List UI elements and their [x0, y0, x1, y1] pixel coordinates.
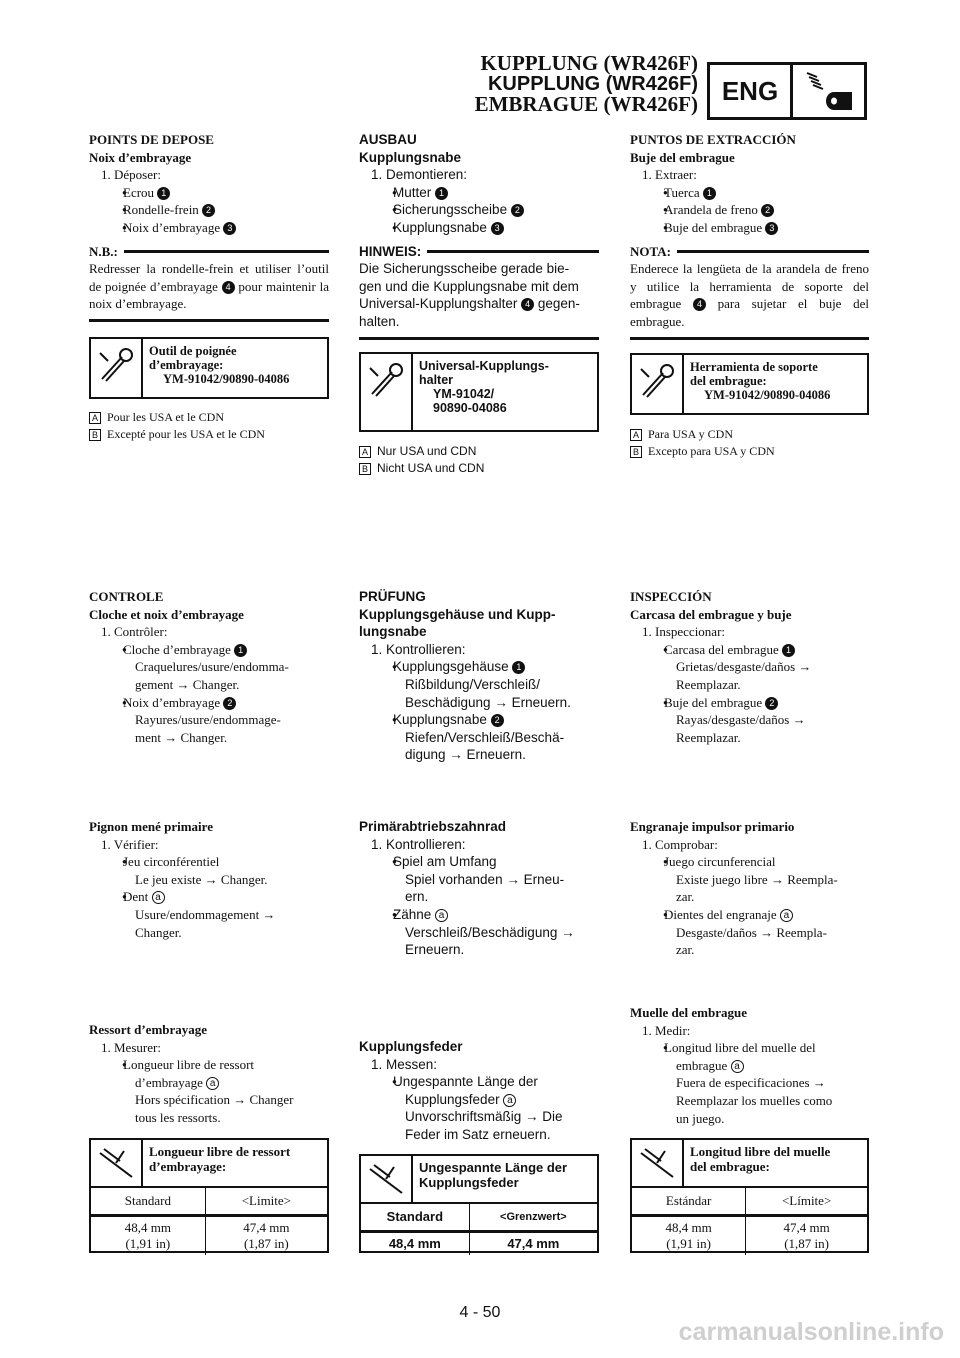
- fr-s1-step: 1. Déposer:: [101, 167, 161, 183]
- list-detail: ment → Changer.: [135, 729, 228, 745]
- legend-item: A Para USA y CDN: [630, 426, 775, 443]
- es-s2-step: 1. Inspeccionar:: [642, 624, 726, 640]
- fr-s4: [89, 1021, 329, 1127]
- fr-tool-box: [89, 337, 329, 399]
- legend-item: A Nur USA und CDN: [359, 443, 484, 460]
- spec-value: 48,4 mm: [361, 1232, 469, 1256]
- fr-s1-sub: Noix d’embrayage: [89, 149, 192, 165]
- list-detail: Grietas/desgaste/daños →: [676, 659, 812, 675]
- list-item: ● Dent a: [89, 888, 329, 906]
- caliper-icon: [632, 1140, 684, 1186]
- list-detail: Le jeu existe → Changer.: [135, 871, 268, 887]
- fr-s2: [89, 588, 329, 746]
- fr-tool-line1: Outil de poignée: [149, 344, 237, 358]
- caliper-icon: [91, 1140, 143, 1186]
- list-detail: tous les ressorts.: [135, 1109, 221, 1125]
- spec-title: d’embrayage:: [149, 1158, 227, 1174]
- list-detail: Rißbildung/Verschleiß/: [405, 676, 541, 692]
- legend-item: B Excepté pour les USA et le CDN: [89, 426, 265, 443]
- fr-s3-step: 1. Vérifier:: [101, 836, 159, 852]
- spec-title: Kupplungsfeder: [419, 1174, 519, 1190]
- es-tool-line1: Herramienta de soporte: [690, 360, 818, 374]
- de-s2-sub: Kupplungsgehäuse und Kupp-: [359, 606, 556, 622]
- spec-title: del embrague:: [690, 1158, 770, 1174]
- list-detail: Verschleiß/Beschädigung →: [405, 924, 575, 940]
- list-detail: digung → Erneuern.: [405, 747, 526, 763]
- list-item: ● Zähne a: [359, 906, 599, 924]
- spec-value: 47,4 mm: [507, 1236, 560, 1251]
- de-s4-sub: Kupplungsfeder: [359, 1039, 463, 1054]
- list-item: ● Dientes del engranaje a: [630, 906, 869, 924]
- list-detail: ern.: [405, 889, 429, 905]
- fr-spec-table: [89, 1138, 329, 1253]
- de-s1-title: AUSBAU: [359, 132, 417, 147]
- es-tool-line2: del embrague:: [690, 374, 767, 388]
- header-title-es: EMBRAGUE (WR426F): [474, 92, 698, 116]
- header-title-de: KUPPLUNG (WR426F): [487, 73, 698, 95]
- list-item: ● Mutter 1: [359, 184, 599, 202]
- de-s2-step: 1. Kontrollieren:: [371, 641, 466, 657]
- list-item: ● Spiel am Umfang: [359, 853, 599, 871]
- es-s4: [630, 1004, 869, 1127]
- legend-item: A Pour les USA et le CDN: [89, 409, 265, 426]
- es-spec-table: [630, 1138, 869, 1253]
- list-detail: Hors spécification → Changer: [135, 1092, 294, 1108]
- list-detail: Fuera de especificaciones →: [676, 1075, 826, 1091]
- es-s2: [630, 588, 869, 746]
- eng-badge: [707, 62, 867, 120]
- list-detail: Rayures/usure/endommage-: [135, 712, 281, 728]
- es-note-text: Enderece la lengüeta de la arandela de freno y utilice la herramienta de soporte del embrague 4 para sujetar el buje del embrague.: [630, 261, 870, 329]
- eng-label: ENG: [710, 65, 793, 117]
- fr-s3-sub: Pignon mené primaire: [89, 819, 213, 834]
- list-detail: Unvorschriftsmäßig → Die: [405, 1109, 563, 1125]
- list-item: ● Carcasa del embrague 1: [630, 641, 869, 659]
- list-detail: d’embrayage a: [89, 1074, 329, 1092]
- de-s3-step: 1. Kontrollieren:: [371, 836, 466, 852]
- spec-header: Standard: [361, 1204, 469, 1232]
- page-number: 4 - 50: [459, 1304, 501, 1321]
- list-detail: Reemplazar los muelles como: [676, 1092, 833, 1108]
- spec-value: 47,4 mm (1,87 in): [243, 1220, 290, 1251]
- list-detail: Craquelures/usure/endomma-: [135, 659, 289, 675]
- de-legend: [359, 443, 484, 477]
- es-s1-step: 1. Extraer:: [642, 167, 697, 183]
- de-s4-step: 1. Messen:: [371, 1056, 438, 1072]
- es-s4-sub: Muelle del embrague: [630, 1005, 747, 1020]
- de-tool-line3: YM-91042/: [433, 387, 495, 401]
- list-detail: zar.: [676, 889, 695, 905]
- spec-header: Estándar: [632, 1188, 746, 1216]
- list-item: ● Arandela de freno 2: [630, 201, 869, 219]
- watermark: carmanualsonline.info: [678, 1318, 944, 1346]
- es-s3-sub: Engranaje impulsor primario: [630, 819, 795, 834]
- list-item: ● Noix d’embrayage 2: [89, 694, 329, 712]
- de-note-rule: [359, 337, 599, 340]
- es-s1-sub: Buje del embrague: [630, 149, 735, 165]
- fr-s3: [89, 818, 329, 941]
- tool-icon: [632, 355, 684, 413]
- spec-title: Longueur libre de ressort: [149, 1144, 291, 1159]
- list-detail: Changer.: [135, 924, 182, 940]
- list-detail: zar.: [676, 942, 695, 958]
- list-item: ● Buje del embrague 2: [630, 694, 869, 712]
- es-note-rule: [630, 337, 869, 340]
- list-detail: Reemplazar.: [676, 729, 741, 745]
- spec-header: <Grenzwert>: [469, 1204, 597, 1232]
- list-detail: Desgaste/daños → Reempla-: [676, 924, 827, 940]
- legend-item: B Excepto para USA y CDN: [630, 443, 775, 460]
- spec-header: <Límite>: [746, 1188, 867, 1216]
- list-item: ● Longueur libre de ressort: [89, 1056, 329, 1074]
- spec-header: Standard: [91, 1188, 205, 1216]
- caliper-icon: [361, 1156, 413, 1202]
- fr-s4-step: 1. Mesurer:: [101, 1039, 161, 1055]
- fr-s2-sub: Cloche et noix d’embrayage: [89, 606, 244, 622]
- de-tool-box: [359, 352, 599, 432]
- list-detail: Rayas/desgaste/daños →: [676, 712, 806, 728]
- de-s3-sub: Primärabtriebszahnrad: [359, 819, 507, 834]
- header-title-fr: KUPPLUNG (WR426F): [480, 51, 698, 75]
- list-detail: Existe juego libre → Reempla-: [676, 871, 838, 887]
- list-item: ● Jeu circonférentiel: [89, 853, 329, 871]
- de-s2-sub: lungsnabe: [359, 624, 427, 640]
- es-s3-step: 1. Comprobar:: [642, 836, 718, 852]
- spring-piston-icon: [793, 65, 864, 117]
- de-s2-title: PRÜFUNG: [359, 589, 426, 604]
- list-detail: un juego.: [676, 1110, 725, 1126]
- es-note-head: NOTA:: [630, 243, 869, 261]
- list-item: ● Kupplungsgehäuse 1: [359, 658, 599, 676]
- es-column: [630, 131, 869, 348]
- list-item: ● Ungespannte Länge der: [359, 1073, 599, 1091]
- spec-value: 48,4 mm (1,91 in): [91, 1216, 205, 1256]
- list-item: ● Longitud libre del muelle del: [630, 1039, 869, 1057]
- fr-note-rule: [89, 319, 329, 322]
- de-s1-step: 1. Demontieren:: [371, 167, 468, 183]
- es-legend: [630, 426, 775, 460]
- es-s4-step: 1. Medir:: [642, 1022, 691, 1038]
- list-detail: Riefen/Verschleiß/Beschä-: [405, 729, 565, 745]
- fr-note-head: N.B.:: [89, 243, 329, 261]
- tool-icon: [91, 339, 143, 397]
- de-spec-table: [359, 1154, 599, 1253]
- list-detail: Kupplungsfeder a: [359, 1091, 599, 1109]
- list-item: ● Sicherungsscheibe 2: [359, 201, 599, 219]
- de-tool-line2: halter: [419, 373, 454, 387]
- list-detail: gement → Changer.: [135, 676, 240, 692]
- list-detail: Beschädigung → Erneuern.: [405, 694, 571, 710]
- list-detail: embrague a: [630, 1057, 869, 1075]
- fr-column: [89, 131, 329, 330]
- de-note-text: Die Sicherungsscheibe gerade bie- gen und die Kupplungsnabe mit dem Universal-Kupplungshalter 4 gegen- halten.: [359, 261, 580, 329]
- de-tool-line4: 90890-04086: [433, 401, 507, 415]
- list-item: ● Rondelle-frein 2: [89, 201, 329, 219]
- spec-title: Longitud libre del muelle: [690, 1144, 831, 1159]
- de-s3: [359, 818, 599, 959]
- fr-s4-sub: Ressort d’embrayage: [89, 1022, 208, 1037]
- de-s4: [359, 1038, 599, 1144]
- tool-icon: [361, 354, 413, 430]
- de-s2: [359, 588, 599, 764]
- fr-legend: [89, 409, 265, 443]
- fr-tool-line3: YM-91042/90890-04086: [163, 372, 290, 386]
- fr-s2-step: 1. Contrôler:: [101, 624, 168, 640]
- fr-tool-line2: d’embrayage:: [149, 358, 224, 372]
- spec-value: 48,4 mm (1,91 in): [632, 1216, 746, 1256]
- fr-s2-title: CONTROLE: [89, 589, 164, 604]
- es-tool-line3: YM-91042/90890-04086: [704, 388, 831, 402]
- list-detail: Erneuern.: [405, 942, 465, 958]
- de-tool-line1: Universal-Kupplungs-: [419, 359, 549, 373]
- list-item: ● Kupplungsnabe 3: [359, 219, 599, 237]
- de-note-head: HINWEIS:: [359, 243, 599, 261]
- spec-title: Ungespannte Länge der: [419, 1160, 568, 1175]
- de-column: [359, 131, 599, 348]
- list-item: ● Ecrou 1: [89, 184, 329, 202]
- legend-item: B Nicht USA und CDN: [359, 460, 484, 477]
- list-item: ● Kupplungsnabe 2: [359, 711, 599, 729]
- es-s2-sub: Carcasa del embrague y buje: [630, 606, 792, 622]
- list-detail: Reemplazar.: [676, 676, 741, 692]
- list-item: ● Buje del embrague 3: [630, 219, 869, 237]
- fr-s1-title: POINTS DE DEPOSE: [89, 132, 214, 147]
- es-tool-box: [630, 353, 869, 415]
- es-s1-title: PUNTOS DE EXTRACCIÓN: [630, 132, 796, 147]
- es-s3: [630, 818, 869, 959]
- list-item: ● Cloche d’embrayage 1: [89, 641, 329, 659]
- de-s1-sub: Kupplungsnabe: [359, 149, 461, 165]
- list-item: ● Juego circunferencial: [630, 853, 869, 871]
- list-detail: Usure/endommagement →: [135, 906, 276, 922]
- list-item: ● Noix d’embrayage 3: [89, 219, 329, 237]
- list-detail: Feder im Satz erneuern.: [405, 1126, 551, 1142]
- es-s2-title: INSPECCIÓN: [630, 589, 712, 604]
- fr-note-text: Redresser la rondelle-frein et utiliser l’outil de poignée d’embrayage 4 pour maintenir la noix d’embrayage.: [89, 261, 329, 312]
- spec-value: 47,4 mm (1,87 in): [783, 1220, 830, 1251]
- spec-header: <Limite>: [205, 1188, 327, 1216]
- list-item: ● Tuerca 1: [630, 184, 869, 202]
- list-detail: Spiel vorhanden → Erneu-: [405, 871, 565, 887]
